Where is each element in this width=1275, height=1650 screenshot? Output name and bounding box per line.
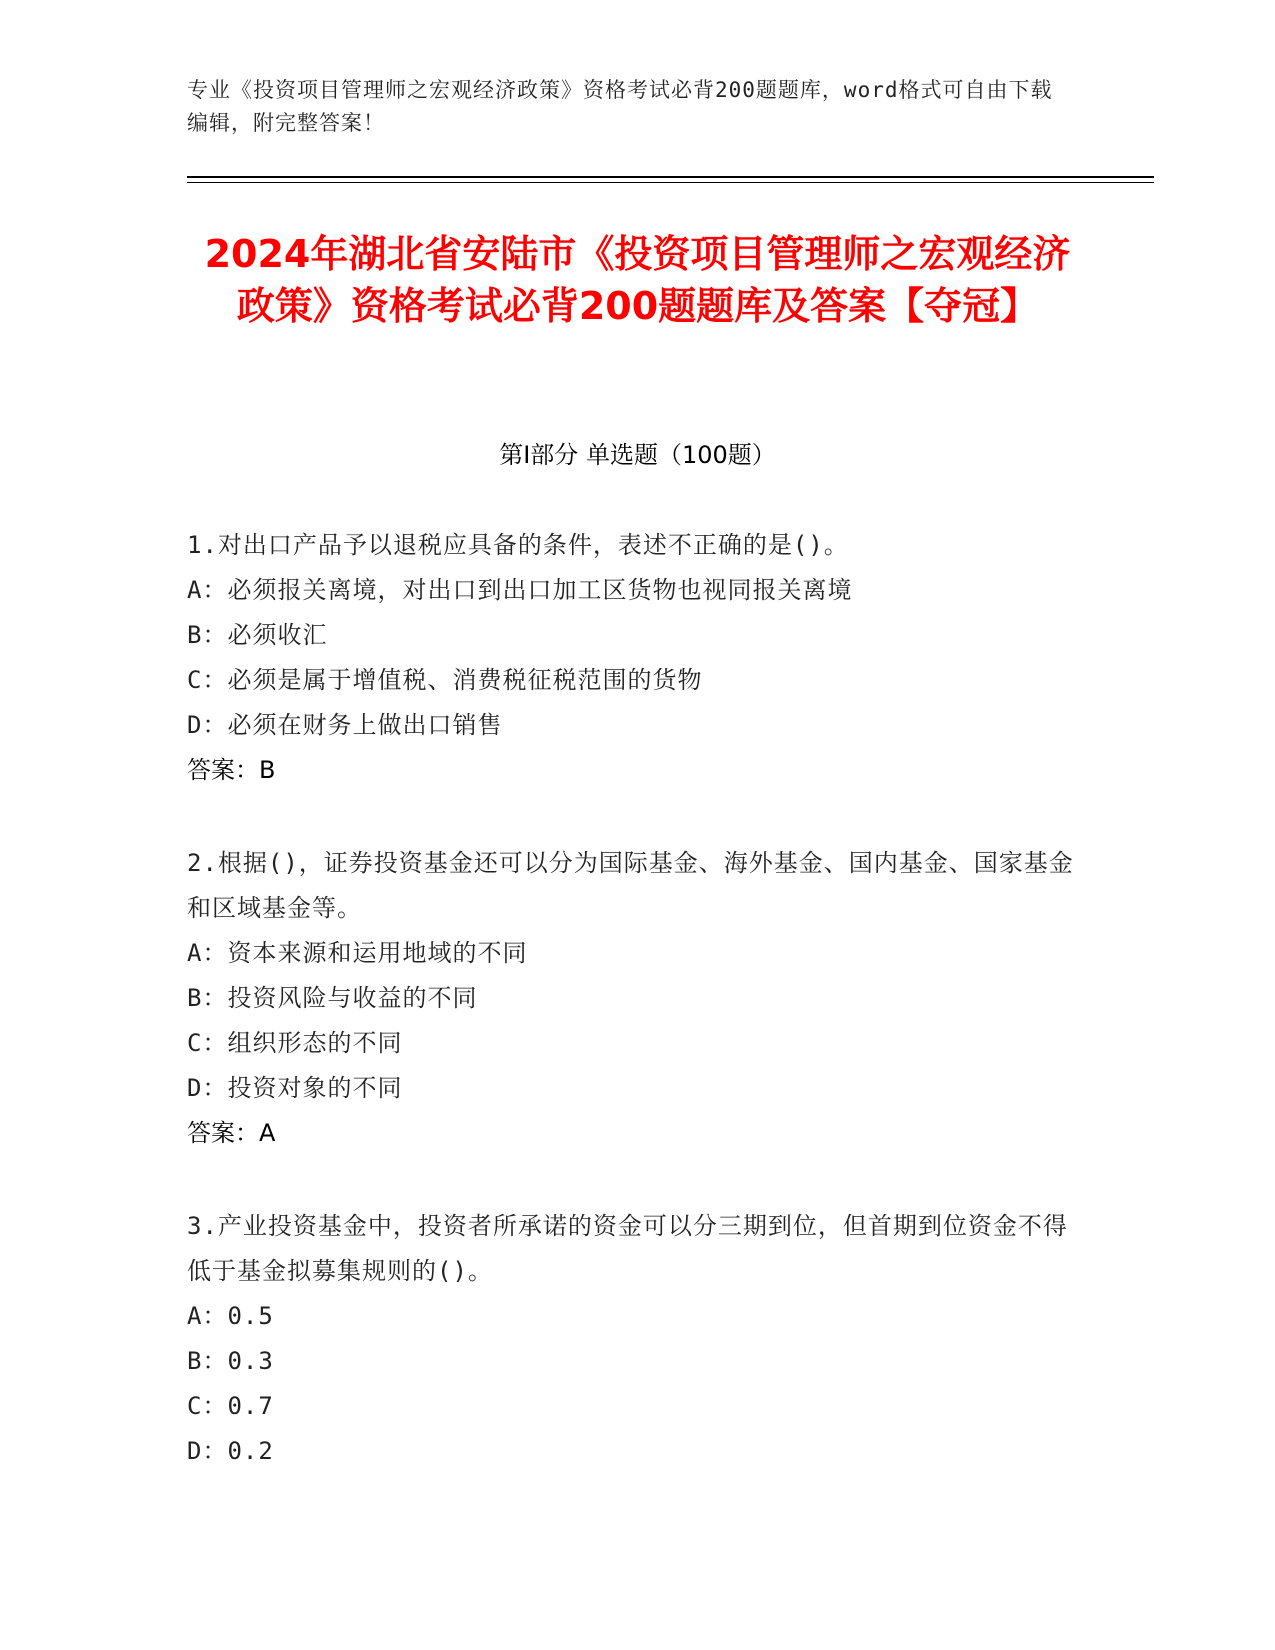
document-title: 2024年湖北省安陆市《投资项目管理师之宏观经济政策》资格考试必背200题题库及答案【夺冠】 bbox=[204, 232, 1071, 328]
option-c: C：0.7 bbox=[187, 1392, 274, 1420]
option-d: D：0.2 bbox=[187, 1437, 274, 1465]
section-title: 第I部分 单选题（100题） bbox=[499, 441, 776, 469]
option-b: B：必须收汇 bbox=[187, 621, 328, 649]
option-a: A：资本来源和运用地域的不同 bbox=[187, 939, 528, 967]
option-b: B：0.3 bbox=[187, 1347, 274, 1375]
header-divider-thin bbox=[187, 182, 1154, 183]
header-divider-thick bbox=[187, 176, 1154, 178]
answer: 答案：B bbox=[187, 756, 276, 784]
question-1 bbox=[187, 523, 1077, 793]
option-d: D：投资对象的不同 bbox=[187, 1074, 403, 1102]
question-stem: 2.根据()，证券投资基金还可以分为国际基金、海外基金、国内基金、国家基金和区域基金等。 bbox=[187, 849, 1074, 922]
question-2 bbox=[187, 841, 1077, 1156]
option-a: A：必须报关离境，对出口到出口加工区货物也视同报关离境 bbox=[187, 576, 853, 604]
question-3 bbox=[187, 1204, 1077, 1474]
option-c: C：必须是属于增值税、消费税征税范围的货物 bbox=[187, 666, 703, 694]
option-b: B：投资风险与收益的不同 bbox=[187, 984, 478, 1012]
option-c: C：组织形态的不同 bbox=[187, 1029, 403, 1057]
header-note: 专业《投资项目管理师之宏观经济政策》资格考试必背200题题库，word格式可自由下载编辑，附完整答案！ bbox=[187, 78, 1053, 135]
question-stem: 3.产业投资基金中，投资者所承诺的资金可以分三期到位，但首期到位资金不得低于基金拟募集规则的()。 bbox=[187, 1212, 1068, 1285]
option-a: A：0.5 bbox=[187, 1302, 274, 1330]
option-d: D：必须在财务上做出口销售 bbox=[187, 711, 503, 739]
answer: 答案：A bbox=[187, 1119, 276, 1147]
question-stem: 1.对出口产品予以退税应具备的条件，表述不正确的是()。 bbox=[187, 531, 849, 559]
